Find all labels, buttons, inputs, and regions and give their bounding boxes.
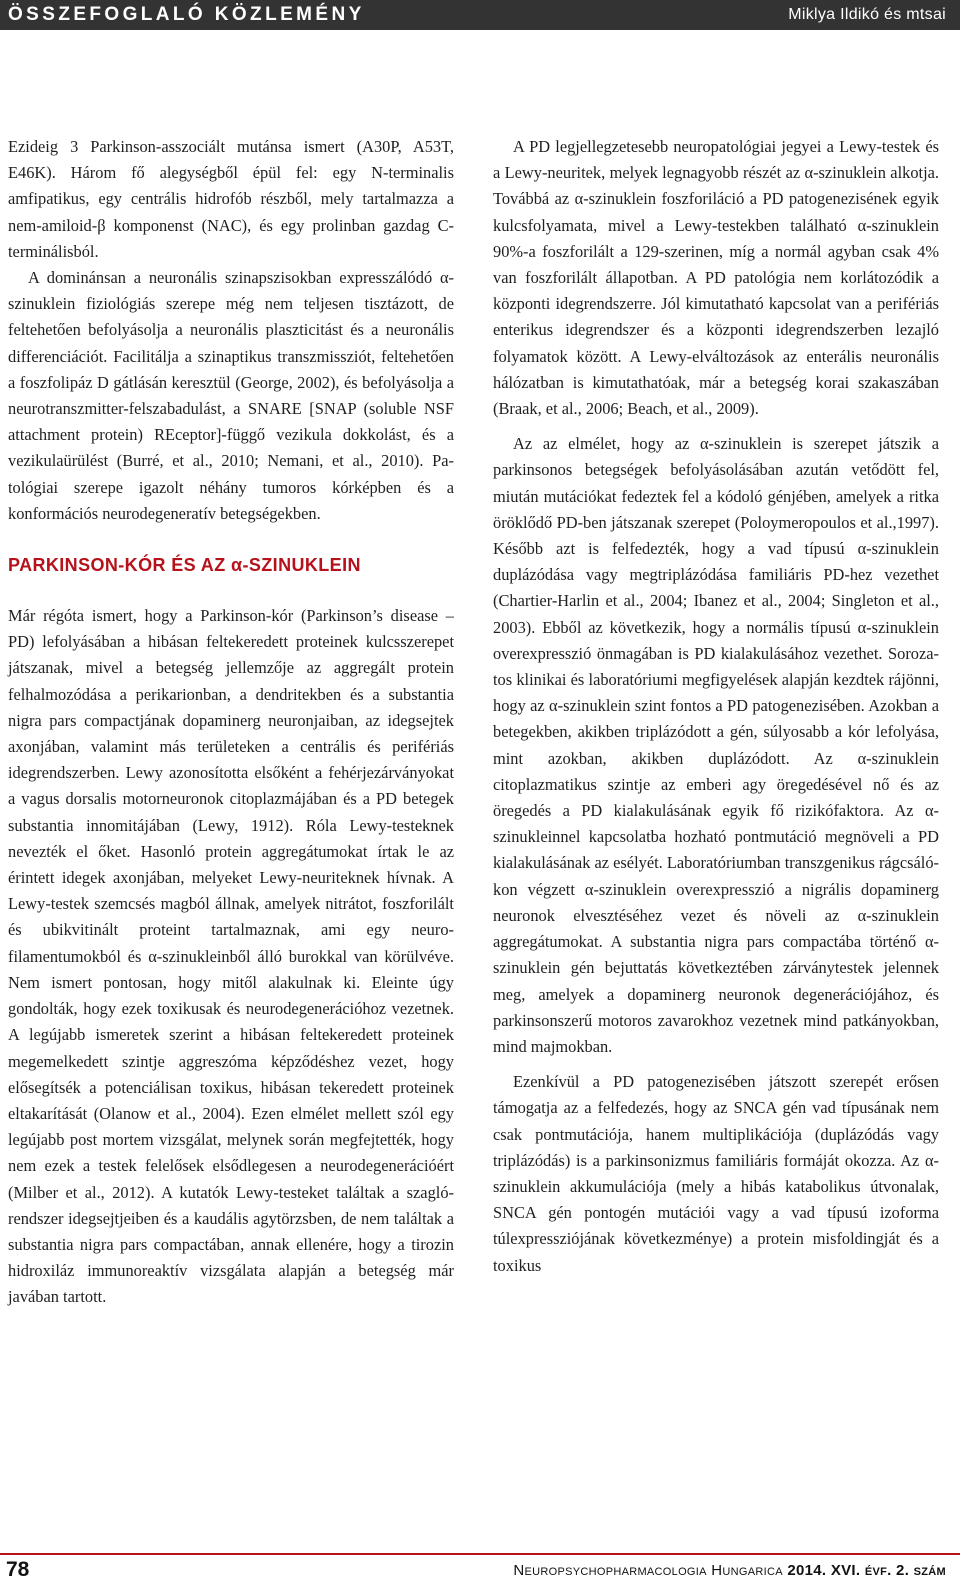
left-column <box>8 134 454 1311</box>
journal-citation <box>513 1562 946 1579</box>
right-column <box>493 134 939 1288</box>
journal-name: Neuropsychopharmacologia Hungarica <box>513 1562 788 1579</box>
footer-divider <box>0 1553 960 1555</box>
paragraph: A dominánsan a neuronális szinapszisokban expresszálódó α-szinuklein fiziológiás szerepe még nem teljesen tisztázott, de feltehetően befolyásolja a neuronális plaszticitást és a neuronális differenciációt. Facilitálja a szinaptikus transzmissziót, feltehetően a foszfolipáz D gátlásán keresztül (George, 2002), és befolyásolja a neurotranszmitter-felszabadulást, a SNARE [SNAP (soluble NSF attachment protein) REceptor]-függő vezikula dokkolást, és a vezikulaürülést (Burré, et al., 2010; Nemani, et al., 2010). Patológiai szerepe igazolt néhány tumoros kórképben és a konformációs neurodegeneratív betegségekben. <box>8 268 454 523</box>
running-header <box>0 0 960 30</box>
paragraph: Ezenkívül a PD patogenezisében játszott szerepét erősen támogatja az a felfedezés, hogy az SNCA gén vad típusának nem csak pontmutációja, hanem multiplikációja (duplázódás vagy triplázódás) is a parkinsonizmus familiáris formáját okozza. Az α-szinuklein akkumulációja (mely a hibás katabolikus útvonalak, SNCA gén pontogén mutációi vagy a vad típusú izoforma túlexpressziójának következménye) a protein misfoldingját és a toxikus <box>493 1072 939 1275</box>
paragraph: Az az elmélet, hogy az α-szinuklein is szerepet játszik a parkinsonos betegségek befolyásolásában azután vetődött fel, miután mutációkat fedeztek fel a kódoló génjében, amelyek a ritka öröklődő PD-ben játszanak szerepet (Poloymeropoulos et al.,1997). Később azt is felfedezték, hogy a vad típusú α-szinuklein duplázódása vagy megtriplázódása familiáris PD-hez vezethet (Chartier-Harlin et al., 2004; Ibanez et al., 2004; Singleton et al., 2003). Ebből az következik, hogy a normális típusú α-szinuklein overexpresszió önmagában is PD kialakulásához vezethet. Sorozatos klinikai és laboratóriumi megfigyelések alapján kezdtek rájönni, hogy az α-szinuklein szint fontos a PD patogenezisében. Azokban a betegekben, akikben triplázódott a gén, súlyosabb a kór lefolyása, mint azokban, akikben duplázódott. Az α-szinuklein citoplazmatikus szintje az emberi agy öregedésével nő és az öregedés a PD kialakulásának egyik fő rizikófaktora. Az α-szinukleinnel kapcsolatba hozható pontmutáció megnöveli a PD kialakulásának az esélyét. Laboratóriumban transzgenikus rágcsálókon végzett α-szinuklein overexpresszió a nigrális dopaminerg neuronok elvesztéséhez vezet és növeli az α-szinuklein aggregátumokat. A substantia nigra pars compactába történő α-szinuklein gén bejuttatás következtében zárványtestek jelennek meg, amelyek a dopaminerg neuronok degenerációjához, és parkinsonszerű motoros zavarokhoz vezetnek mind patkányokban, mind majmokban. <box>493 434 940 1056</box>
paragraph: Ezideig 3 Parkinson-asszociált mutánsa ismert (A30P, A53T, E46K). Három fő alegységből épül fel: egy N-terminalis amfipatikus, egy centrális hidrofób részből, mely tartalmazza a nem-amiloid-β komponenst (NAC), és egy prolinban gazdag C-terminálisból. <box>8 137 454 261</box>
section-heading: PARKINSON-KÓR ÉS AZ α-SZINUKLEIN <box>8 555 361 576</box>
paragraph: A PD legjellegzetesebb neuropatológiai jegyei a Lewy-testek és a Lewy-neuritek, melyek legnagyobb részét az α-szinuklein alkotja. Továbbá az α-szinuklein foszforiláció a PD patogenezisének egyik kulcsfolyamata, mivel a Lewy-testekben található α-szinuklein 90%-a foszforilált a 129-szerinen, míg a normál agyban csak 4% van foszforilált állapotban. A PD patológia nem korlátozódik a központi idegrendszerre. Jól kimutatható kapcsolat van a perifériás enterikus idegrendszer és a központi idegrendszerben lezajló folyamatok között. A Lewy-elváltozások az enterális neuronális hálózatban is kimutathatóak, már a betegség korai szakaszában (Braak, et al., 2006; Beach, et al., 2009). <box>493 137 939 419</box>
section-title: ÖSSZEFOGLALÓ KÖZLEMÉNY <box>8 4 365 25</box>
paragraph: Már régóta ismert, hogy a Parkinson-kór (Parkinson’s disease – PD) lefolyásában a hibásan feltekeredett proteinek kulcsszerepet játszanak, mivel a betegség jellemzője az aggregált protein felhalmozódása a perikarionban, a dendritekben és a substantia nigra pars compactjának dopaminerg neuronjaiban, az idegsejtek axonjában, valamint más területeken a centrális és perifériás idegrendszerben. Lewy azonosította elsőként a fehérjezárványokat a vagus dorsalis motorneuronok citoplazmájában és a PD betegek substantia innomitájában (Lewy, 1912). Róla Lewy-testeknek nevezték el őket. Hasonló protein aggregátumokat írtak le az érintett idegek axonjában, melyeket Lewy-neuriteknek hívnak. A Lewy-testek szemcsés magból állnak, amelyek nitrátot, foszforilált és ubikvitinált proteint tartalmaznak, ami egy neurofilamentumokból és α-szinukleinből álló burokkal van körülvéve. Nem ismert pontosan, hogy mitől alakulnak ki. Eleinte úgy gondolták, hogy ezek toxikusak és neurodegenerációhoz vezetnek. A legújabb ismeretek szerint a hibásan feltekeredett proteinek megemelkedett szintje aggreszóma képződéshez vezet, hogy elősegítsék a potenciálisan toxikus, hibásan tekeredett proteinek eltakarítását (Olanow et al., 2004). Ezen elmélet mellett szól egy legújabb post mortem vizsgálat, melynek során megfejtették, hogy nem ezek a testek felelősek elsődlegesen a neurodegenerációért (Milber et al., 2012). A kutatók Lewy-testeket találtak a szaglórendszer idegsejtjeiben és a kaudális agytörzsben, de nem találtak a substantia nigra pars compactában, annak ellenére, hogy a tirozin hidroxiláz immunoreaktív vizsgálata alapján a betegség már javában tartott. <box>8 606 454 1307</box>
page-number: 78 <box>6 1558 30 1581</box>
issue-label: 2014. XVI. évf. 2. szám <box>787 1562 946 1579</box>
page-footer <box>0 1556 960 1590</box>
authors-label: Miklya Ildikó és mtsai <box>788 6 946 23</box>
